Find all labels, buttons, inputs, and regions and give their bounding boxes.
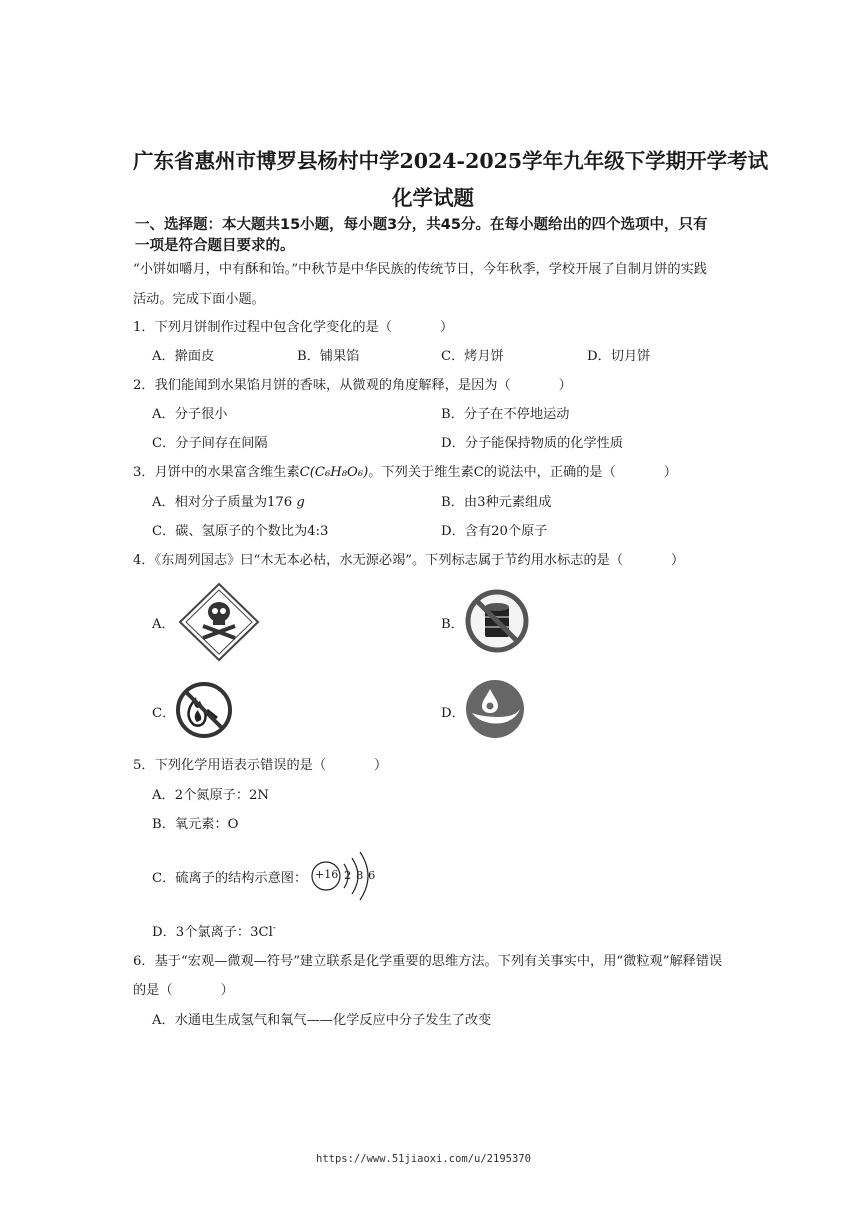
q4-option-c-label: C．	[152, 706, 176, 721]
question-2-text: 2．我们能闻到水果馅月饼的香味，从微观的角度解释，是因为（	[133, 378, 511, 393]
question-2-close: ）	[558, 378, 572, 393]
question-2-stem	[133, 374, 572, 393]
q3-option-c: C．碳、氢原子的个数比为4:3	[152, 524, 329, 539]
exam-title-line2: 化学试题	[392, 186, 474, 210]
question-3-text-post: 。下列关于维生素C的说法中，正确的是（	[368, 465, 616, 480]
q6-option-a: A．水通电生成氢气和氧气——化学反应中分子发生了改变	[152, 1013, 492, 1028]
q1-option-b: B．铺果馅	[297, 349, 360, 364]
vitamin-c-formula: C(C₆H₈O₆)	[299, 465, 369, 480]
intro-line2: 活动。完成下面小题。	[133, 292, 265, 307]
q2-option-a: A．分子很小	[152, 407, 228, 422]
q4-option-b-label: B．	[441, 617, 464, 632]
footer-url[interactable]: https://www.51jiaoxi.com/u/2195370	[316, 1153, 531, 1165]
question-1-stem	[133, 316, 453, 335]
q3-option-d: D．含有20个原子	[441, 524, 548, 539]
no-fire-icon	[173, 680, 235, 740]
question-6-stem-line2	[133, 979, 234, 998]
question-4-close: ）	[671, 553, 685, 568]
q5-option-b: B．氧元素：O	[152, 817, 239, 832]
section-heading-line1: 一、选择题：本大题共15小题，每小题3分，共45分。在每小题给出的四个选项中，只有	[135, 217, 708, 233]
sulfur-ion-structure-diagram	[308, 848, 388, 904]
q5-option-d-charge: -	[272, 923, 276, 934]
q1-option-d: D．切月饼	[587, 349, 651, 364]
question-4-text: 4．《东周列国志》曰“木无本必枯，水无源必竭”。下列标志属于节约用水标志的是（	[133, 553, 624, 568]
water-saving-icon	[464, 679, 526, 739]
question-4-stem	[133, 549, 684, 568]
question-3-close: ）	[663, 465, 677, 480]
q3-option-a	[152, 491, 305, 510]
q3-option-a-unit: g	[296, 495, 305, 510]
q5-option-c: C．硫离子的结构示意图：	[152, 871, 308, 886]
question-5-stem	[133, 754, 387, 773]
q5-option-a: A．2个氮原子：2N	[152, 788, 269, 803]
q2-option-b: B．分子在不停地运动	[441, 407, 570, 422]
shell-electron-counts: 2 8 6	[344, 868, 376, 882]
question-3-text-pre: 3．月饼中的水果富含维生素	[133, 465, 300, 480]
q5-option-d-text: D．3个氯离子：3Cl	[152, 925, 273, 940]
no-oil-drum-icon	[463, 588, 531, 654]
q3-option-a-text: A．相对分子质量为176	[152, 495, 293, 510]
q4-option-a-label: A．	[152, 617, 175, 632]
q3-option-b: B．由3种元素组成	[441, 495, 552, 510]
q2-option-c: C．分子间存在间隔	[152, 436, 268, 451]
q4-option-d-label: D．	[441, 706, 465, 721]
q1-option-a: A．擀面皮	[152, 349, 215, 364]
question-3-stem	[133, 461, 677, 480]
intro-line1: “小饼如嚼月，中有酥和饴。”中秋节是中华民族的传统节日，今年秋季，学校开展了自制月饼的实践	[133, 262, 707, 277]
question-6-close: ）	[220, 983, 234, 998]
q5-option-d	[152, 921, 276, 940]
question-6-text: 的是（	[133, 983, 173, 998]
q1-option-c: C．烤月饼	[441, 349, 504, 364]
question-6-stem-line1: 6．基于“宏观—微观—符号”建立联系是化学重要的思维方法。下列有关事实中，用“微粒观”解释错误	[133, 954, 723, 969]
nucleus-charge: +16	[315, 868, 339, 881]
toxic-skull-icon	[178, 582, 260, 662]
question-5-text: 5．下列化学用语表示错误的是（	[133, 758, 327, 773]
exam-title-line1: 广东省惠州市博罗县杨村中学2024-2025学年九年级下学期开学考试	[133, 149, 769, 173]
section-heading-line2: 一项是符合题目要求的。	[135, 238, 295, 254]
q2-option-d: D．分子能保持物质的化学性质	[441, 436, 624, 451]
question-5-close: ）	[374, 758, 388, 773]
question-1-close: ）	[439, 320, 454, 335]
question-1-text: 1．下列月饼制作过程中包含化学变化的是（	[133, 320, 392, 335]
